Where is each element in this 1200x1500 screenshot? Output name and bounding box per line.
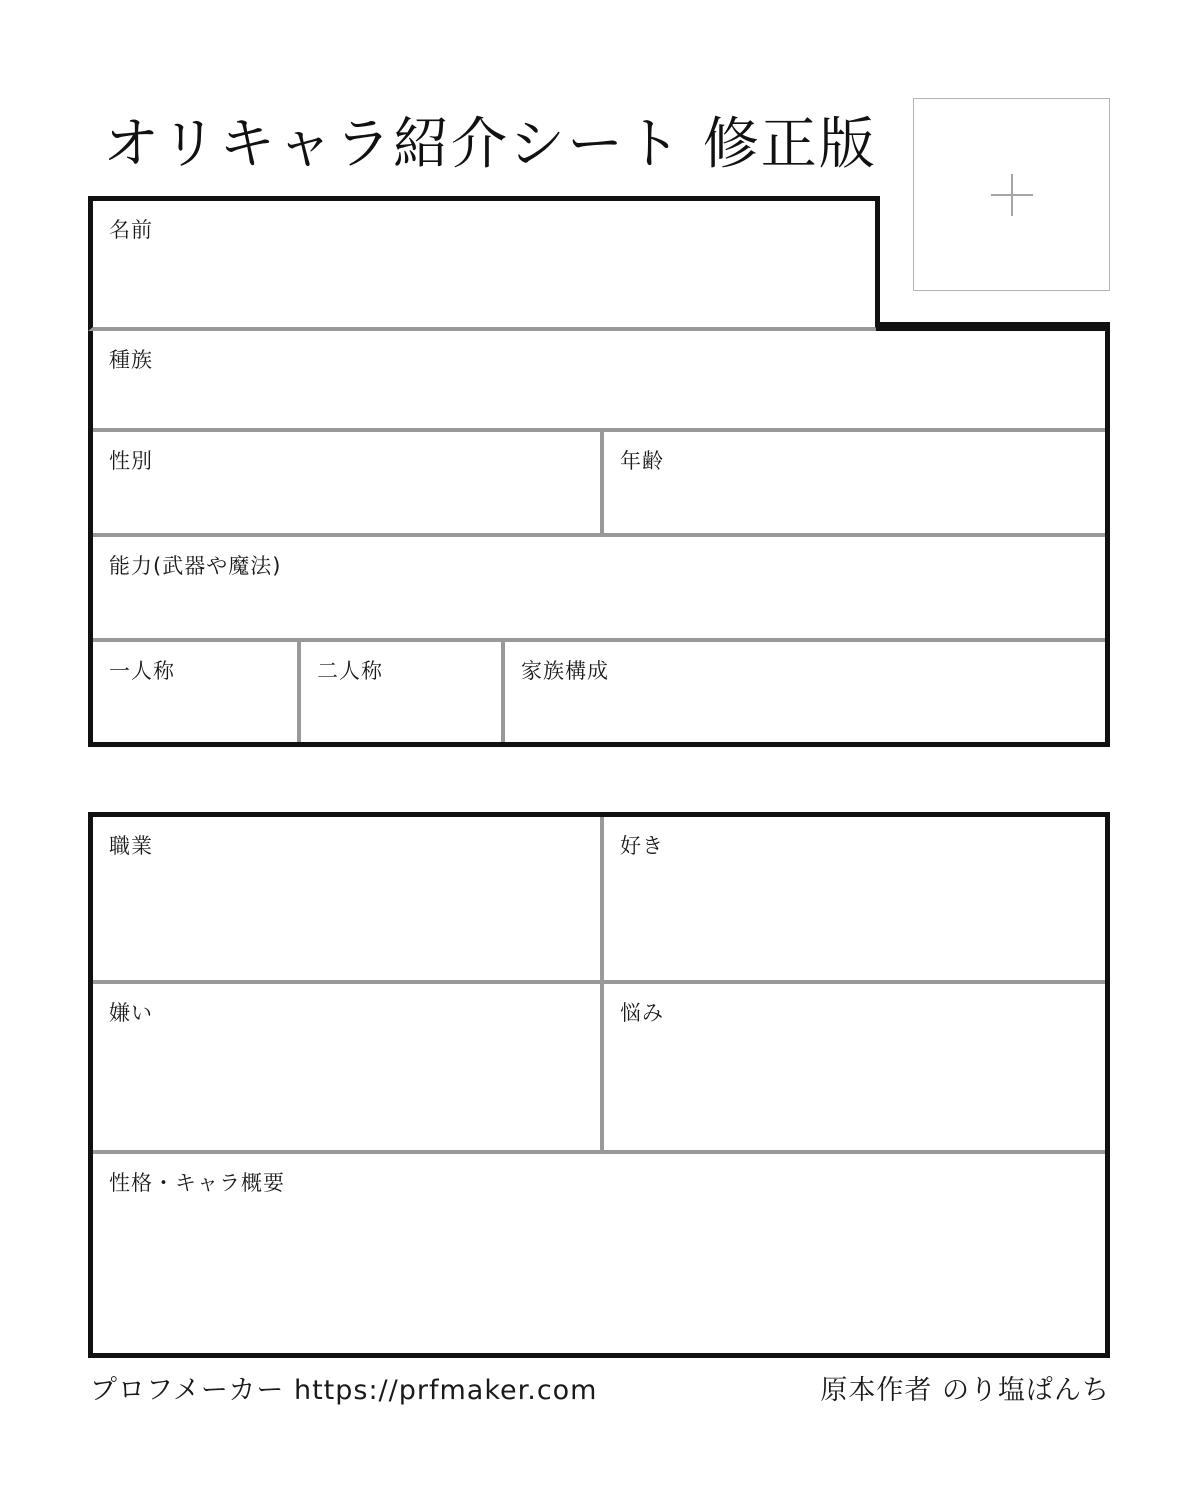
field-personality[interactable] — [93, 1154, 1105, 1353]
profile-row-gender-age — [93, 432, 1105, 533]
field-personality-label: 性格・キャラ概要 — [109, 1171, 285, 1195]
details-row-dislikes-worries — [93, 984, 1105, 1150]
field-likes-label: 好き — [620, 834, 664, 858]
footer-maker-credit: プロフメーカー https://prfmaker.com — [90, 1375, 598, 1406]
field-gender-label: 性別 — [109, 449, 153, 473]
field-species-label: 種族 — [109, 348, 153, 372]
field-dislikes-label: 嫌い — [109, 1001, 153, 1025]
field-species[interactable] — [93, 331, 1105, 428]
field-first-person[interactable] — [93, 642, 297, 742]
field-dislikes[interactable] — [93, 984, 600, 1150]
field-age[interactable] — [604, 432, 1105, 533]
field-job-label: 職業 — [109, 834, 153, 858]
field-ability[interactable] — [93, 537, 1105, 638]
image-upload-box[interactable] — [913, 98, 1110, 291]
footer-author-credit: 原本作者 のり塩ぱんち — [820, 1375, 1110, 1406]
field-worries-label: 悩み — [620, 1001, 664, 1025]
field-second-person-label: 二人称 — [317, 659, 383, 683]
field-name[interactable] — [93, 201, 875, 327]
field-gender[interactable] — [93, 432, 600, 533]
field-second-person[interactable] — [301, 642, 501, 742]
field-family-label: 家族構成 — [521, 659, 609, 683]
details-row-job-likes — [93, 817, 1105, 980]
field-likes[interactable] — [604, 817, 1105, 980]
field-job[interactable] — [93, 817, 600, 980]
profile-row-pronouns-family — [93, 642, 1105, 742]
field-first-person-label: 一人称 — [109, 659, 175, 683]
field-ability-label: 能力(武器や魔法) — [109, 554, 282, 578]
field-age-label: 年齢 — [620, 449, 664, 473]
section-profile — [88, 331, 1110, 747]
field-family[interactable] — [505, 642, 1105, 742]
plus-icon — [990, 173, 1034, 217]
page-title: オリキャラ紹介シート 修正版 — [103, 112, 877, 177]
field-worries[interactable] — [604, 984, 1105, 1150]
section-details — [88, 812, 1110, 1358]
section-profile-name-row — [88, 196, 880, 331]
field-name-label: 名前 — [109, 218, 153, 242]
profile-border-notch — [876, 322, 1110, 331]
